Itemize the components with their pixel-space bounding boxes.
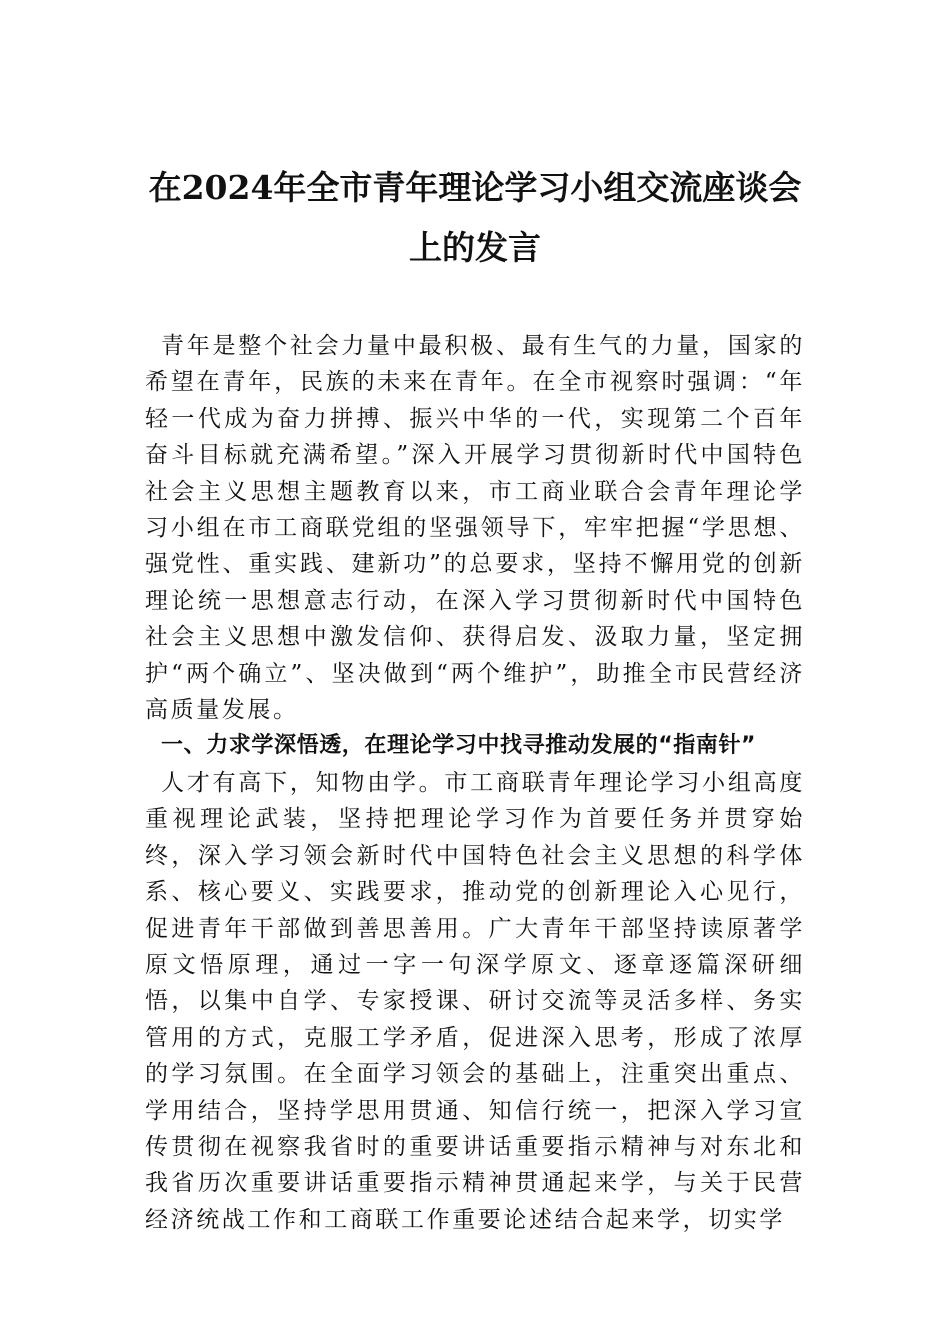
section-1-paragraph: 人才有高下，知物由学。市工商联青年理论学习小组高度重视理论武装，坚持把理论学习作为首要任务并贯穿始终，深入学习领会新时代中国特色社会主义思想的科学体系、核心要义、实践要求，推动党的创新理论入心见行，促进青年干部做到善思善用。广大青年干部坚持读原著学原文悟原理，通过一字一句深学原文、逐章逐篇深研细悟，以集中自学、专家授课、研讨交流等灵活多样、务实管用的方式，克服工学矛盾，促进深入思考，形成了浓厚的学习氛围。在全面学习领会的基础上，注重突出重点、学用结合，坚持学思用贯通、知信行统一，把深入学习宣传贯彻在视察我省时的重要讲话重要指示精神与对东北和我省历次重要讲话重要指示精神贯通起来学，与关于民营经济统战工作和工商联工作重要论述结合起来学，切实学	[145, 769, 805, 1233]
document-title: 在2024年全市青年理论学习小组交流座谈会上的发言	[148, 168, 802, 267]
section-heading-1: 一、力求学深悟透，在理论学习中找寻推动发展的“指南针”	[161, 733, 757, 759]
intro-paragraph: 青年是整个社会力量中最积极、最有生气的力量，国家的希望在青年，民族的未来在青年。在全市视察时强调：“年轻一代成为奋力拼搏、振兴中华的一代，实现第二个百年奋斗目标就充满希望。”深入开展学习贯彻新时代中国特色社会主义思想主题教育以来，市工商业联合会青年理论学习小组在市工商联党组的坚强领导下，牢牢把握“学思想、强党性、重实践、建新功”的总要求，坚持不懈用党的创新理论统一思想意志行动，在深入学习贯彻新时代中国特色社会主义思想中激发信仰、获得启发、汲取力量，坚定拥护“两个确立”、坚决做到“两个维护”，助推全市民营经济高质量发展。	[145, 333, 805, 724]
document-body	[145, 328, 805, 1238]
